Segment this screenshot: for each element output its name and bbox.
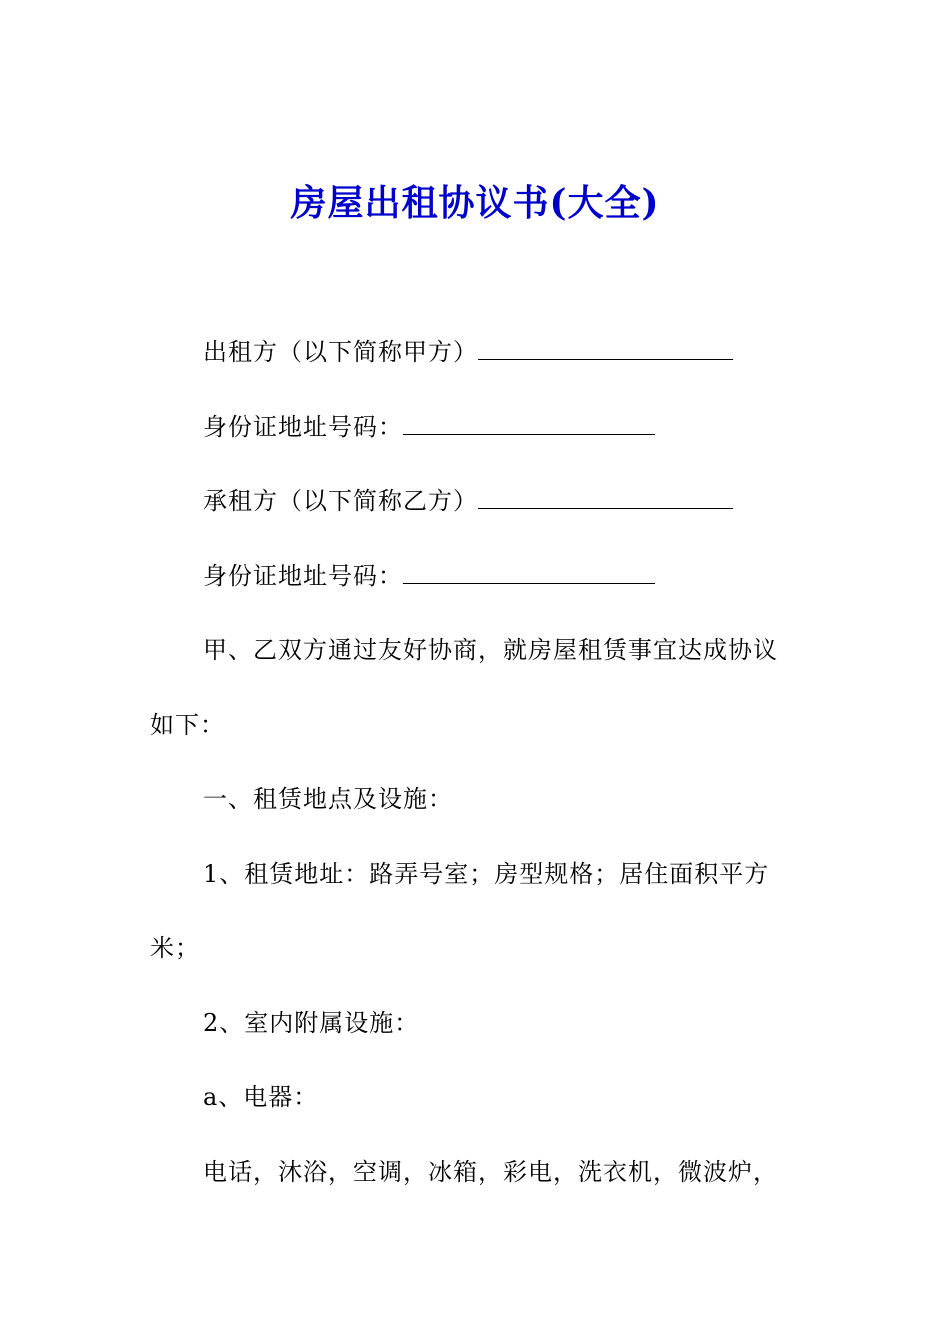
lessee-id-line: [203, 558, 655, 594]
lessor-id-label: 身份证地址号码：: [203, 413, 403, 441]
lessor-id-blank: [403, 410, 655, 435]
lessee-id-blank: [403, 559, 655, 584]
lessor-label: 出租方（以下简称甲方）: [203, 338, 478, 366]
lessor-blank: [478, 335, 733, 360]
item-a-line: a、电器：: [203, 1083, 319, 1111]
lessor-id-line: [203, 409, 655, 445]
section1-title: 一、租赁地点及设施：: [203, 785, 453, 813]
item2-line: 2、室内附属设施：: [203, 1009, 420, 1037]
appliances-line: 电话，沐浴，空调，冰箱，彩电，洗衣机，微波炉，: [203, 1158, 778, 1186]
lessee-blank: [478, 484, 733, 509]
intro-paragraph-line2: 如下：: [150, 711, 225, 739]
lessor-line: [203, 334, 733, 370]
lessee-line: [203, 483, 733, 519]
item1-line2: 米；: [150, 934, 200, 962]
lessee-label: 承租方（以下简称乙方）: [203, 487, 478, 515]
intro-paragraph-line1: 甲、乙双方通过友好协商，就房屋租赁事宜达成协议: [203, 636, 778, 664]
item1-line1: 1、租赁地址：路弄号室；房型规格；居住面积平方: [203, 860, 770, 888]
document-title: 房屋出租协议书(大全): [290, 182, 660, 224]
lessee-id-label: 身份证地址号码：: [203, 562, 403, 590]
